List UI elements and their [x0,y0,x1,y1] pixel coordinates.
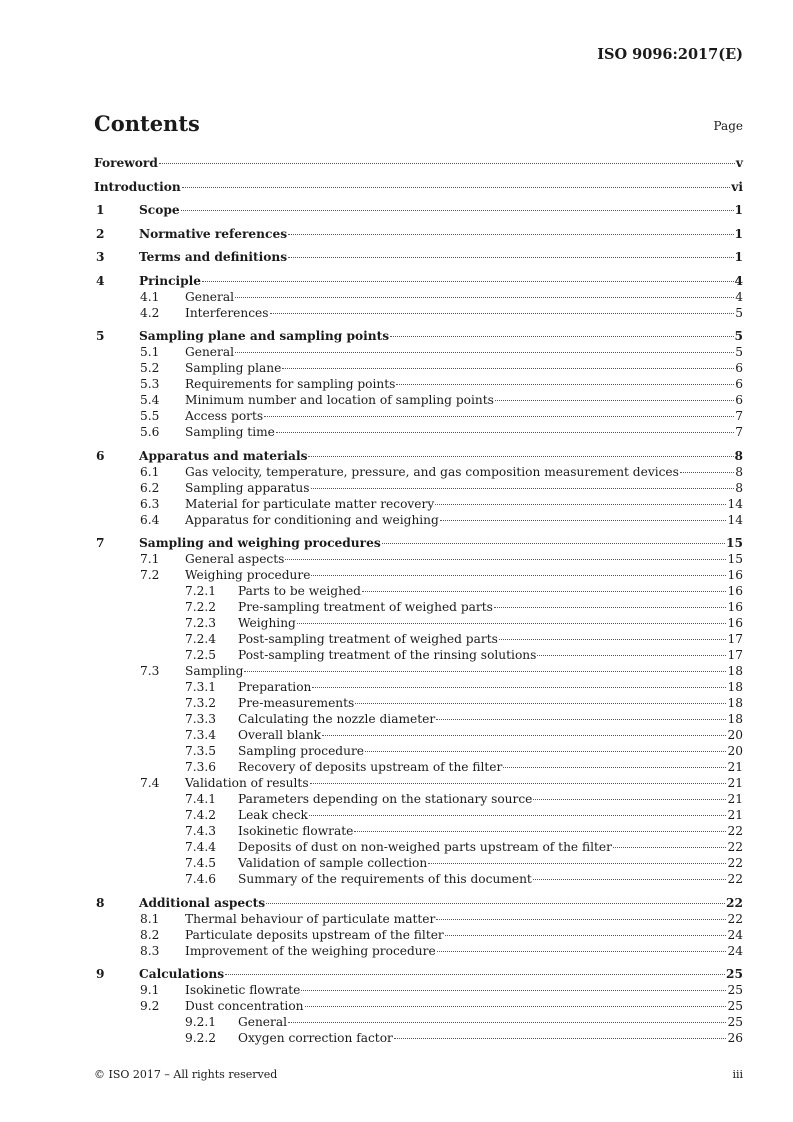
dot-leader [225,974,725,975]
toc-entry-page: 16 [727,584,743,598]
toc-entry-page: 20 [727,744,743,758]
toc-entry-title: Post-sampling treatment of the rinsing solutions [238,648,537,662]
toc-entry[interactable] [94,839,743,855]
dot-leader [288,257,733,258]
toc-entry-title: Calculations [139,967,225,981]
toc-entry[interactable] [94,448,743,464]
toc-entry-page: 6 [735,393,743,407]
toc-entry-number: 7.3.4 [185,728,217,742]
toc-entry-number: 7.1 [140,552,160,566]
toc-entry-page: 22 [727,872,743,886]
dot-leader [495,400,734,401]
toc-entry-number: 7.2.3 [185,616,217,630]
toc-entry-number: 8.1 [140,911,160,926]
toc-entry[interactable] [94,895,743,911]
toc-entry[interactable] [94,1014,743,1030]
toc-entry-page: 5 [735,345,743,359]
toc-entry-title: Introduction [94,179,181,194]
toc-entry-number: 6 [96,448,105,463]
dot-leader [288,1022,726,1023]
toc-entry-number: 7.2 [140,568,160,582]
toc-entry-title: Weighing [238,616,296,630]
toc-entry[interactable] [94,966,743,982]
dot-leader [494,607,727,608]
dot-leader [354,831,726,832]
toc-entry-page: 16 [727,600,743,614]
toc-entry-title: Interferences [185,305,269,320]
toc-entry[interactable] [94,727,743,743]
toc-entry-page: 17 [727,632,743,646]
toc-entry-title: Sampling plane and sampling points [139,329,390,343]
contents-title: Contents [94,111,200,136]
toc-entry[interactable] [94,998,743,1014]
toc-entry[interactable] [94,583,743,599]
toc-entry-page: 24 [727,943,743,958]
toc-entry[interactable] [94,328,743,344]
toc-entry-number: 7.3.2 [185,696,217,710]
dot-leader [266,903,725,904]
toc-entry-title: Apparatus and materials [139,448,308,463]
toc-entry-page: 14 [727,496,743,511]
dot-leader [182,187,730,188]
toc-entry-title: Sampling apparatus [185,480,310,495]
toc-entry[interactable] [94,226,743,242]
toc-entry-number: 7.3.5 [185,744,217,758]
table-of-contents [94,155,743,1046]
toc-entry-title: Isokinetic flowrate [238,824,354,838]
toc-entry-number: 5.6 [140,425,160,439]
toc-entry-title: Isokinetic flowrate [185,983,301,997]
toc-entry-number: 7.4 [140,776,160,790]
dot-leader [311,575,726,576]
toc-entry-number: 7.4.5 [185,856,217,870]
toc-entry-number: 7.4.1 [185,792,217,806]
toc-entry-title: Oxygen correction factor [238,1031,393,1045]
toc-entry-number: 5.3 [140,377,160,391]
dot-leader [533,879,727,880]
toc-entry-title: Thermal behaviour of particulate matter [185,911,436,926]
toc-entry-number: 7.3.1 [185,680,217,694]
dot-leader [288,234,733,235]
dot-leader [533,799,726,800]
toc-entry-number: 7.2.2 [185,600,217,614]
toc-entry-number: 7.3 [140,664,160,678]
toc-entry-page: 22 [727,824,743,838]
toc-entry[interactable] [94,512,743,528]
toc-entry-page: 17 [727,648,743,662]
toc-entry-title: Parts to be weighed [238,584,361,598]
toc-entry[interactable] [94,759,743,775]
toc-entry-title: Principle [139,273,202,288]
toc-entry-page: 21 [727,808,743,822]
toc-entry[interactable] [94,249,743,265]
dot-leader [322,735,726,736]
footer-copyright: © ISO 2017 – All rights reserved [94,1068,278,1081]
toc-entry[interactable] [94,943,743,959]
toc-entry-title: Post-sampling treatment of weighed parts [238,632,498,646]
dot-leader [235,297,734,298]
toc-entry-page: 8 [735,480,743,495]
toc-entry[interactable] [94,775,743,791]
toc-entry[interactable] [94,360,743,376]
toc-entry[interactable] [94,155,743,171]
toc-entry-page: 14 [727,512,743,527]
toc-entry-title: Pre-sampling treatment of weighed parts [238,600,493,614]
toc-entry-page: 8 [734,448,743,463]
toc-entry-title: Dust concentration [185,999,304,1013]
toc-entry-number: 8 [96,895,105,910]
toc-entry-title: Normative references [139,226,288,241]
dot-leader [428,863,726,864]
toc-entry-number: 6.1 [140,464,160,479]
toc-entry-page: 16 [727,616,743,630]
dot-leader [613,847,727,848]
toc-entry[interactable] [94,791,743,807]
toc-entry-number: 5.5 [140,409,160,423]
toc-entry[interactable] [94,551,743,567]
toc-entry-number: 7.4.4 [185,840,217,854]
toc-entry-number: 7.4.2 [185,808,217,822]
toc-entry[interactable] [94,679,743,695]
toc-entry[interactable] [94,344,743,360]
dot-leader [355,703,726,704]
dot-leader [499,639,727,640]
toc-entry-page: 21 [727,760,743,774]
toc-entry-number: 7.3.6 [185,760,217,774]
toc-entry[interactable] [94,927,743,943]
toc-entry-page: 7 [735,409,743,423]
toc-entry-title: Material for particulate matter recovery [185,496,435,511]
dot-leader [437,951,727,952]
toc-entry-number: 7.2.5 [185,648,217,662]
toc-entry[interactable] [94,663,743,679]
toc-entry-page: 25 [727,999,743,1013]
toc-entry-title: Overall blank [238,728,322,742]
toc-entry-number: 1 [96,203,105,217]
toc-entry-number: 7.2.4 [185,632,217,646]
toc-entry-page: 25 [727,1015,743,1029]
toc-entry-title: Minimum number and location of sampling points [185,393,494,407]
dot-leader [680,472,734,473]
toc-entry-page: 22 [727,840,743,854]
toc-entry[interactable] [94,647,743,663]
dot-leader [264,416,734,417]
toc-entry-number: 7 [96,536,105,550]
toc-entry-number: 8.2 [140,927,160,942]
toc-entry-page: 8 [735,464,743,479]
toc-entry-page: 24 [727,927,743,942]
dot-leader [362,591,727,592]
toc-entry-title: Additional aspects [139,895,266,910]
toc-entry-title: Parameters depending on the stationary source [238,792,533,806]
toc-entry-title: Sampling time [185,425,275,439]
dot-leader [311,488,735,489]
toc-entry-title: General [185,289,234,304]
toc-entry-page: 5 [734,329,743,343]
toc-entry-page: 4 [734,273,743,288]
toc-entry-number: 9.2.1 [185,1015,217,1029]
toc-entry-title: General [185,345,234,359]
toc-entry-title: Gas velocity, temperature, pressure, and gas composition measurement devices [185,464,679,479]
toc-entry-page: 22 [726,895,743,910]
toc-entry-title: Validation of results [185,776,309,790]
dot-leader [312,687,726,688]
toc-entry-page: 1 [734,203,743,217]
toc-entry-title: Foreword [94,156,158,170]
dot-leader [396,384,734,385]
dot-leader [301,990,726,991]
toc-entry-title: Leak check [238,808,308,822]
dot-leader [202,281,733,282]
toc-entry-page: 6 [735,361,743,375]
toc-entry-title: Sampling and weighing procedures [139,536,381,550]
toc-entry[interactable] [94,567,743,583]
toc-entry[interactable] [94,807,743,823]
toc-entry-title: Pre-measurements [238,696,355,710]
toc-entry[interactable] [94,496,743,512]
toc-entry[interactable] [94,273,743,289]
toc-entry-number: 4 [96,273,105,288]
dot-leader [309,815,727,816]
toc-entry-title: Validation of sample collection [238,856,428,870]
toc-entry-title: Recovery of deposits upstream of the filter [238,760,503,774]
toc-entry[interactable] [94,599,743,615]
dot-leader [503,767,726,768]
dot-leader [276,432,734,433]
toc-entry[interactable] [94,911,743,927]
toc-entry-page: 25 [726,967,743,981]
dot-leader [285,559,726,560]
toc-entry-page: 18 [727,696,743,710]
toc-entry-number: 5 [96,329,105,343]
toc-entry[interactable] [94,408,743,424]
toc-entry[interactable] [94,392,743,408]
toc-entry-page: 25 [727,983,743,997]
toc-entry-number: 9.1 [140,983,160,997]
toc-entry-page: vi [731,179,743,194]
toc-entry-page: 20 [727,728,743,742]
dot-leader [440,520,727,521]
toc-entry-title: General [238,1015,287,1029]
toc-entry-title: Summary of the requirements of this document [238,872,532,886]
toc-entry-title: Calculating the nozzle diameter [238,712,436,726]
dot-leader [394,1038,727,1039]
dot-leader [297,623,727,624]
toc-entry-page: 18 [727,680,743,694]
dot-leader [537,655,726,656]
toc-entry-number: 6.3 [140,496,160,511]
toc-entry[interactable] [94,615,743,631]
toc-entry-page: 26 [727,1031,743,1045]
toc-entry[interactable] [94,1030,743,1046]
dot-leader [445,935,727,936]
toc-entry-number: 5.2 [140,361,160,375]
toc-entry-title: Improvement of the weighing procedure [185,943,436,958]
page-column-label: Page [713,119,743,133]
toc-entry[interactable] [94,743,743,759]
dot-leader [159,163,735,164]
toc-entry-number: 5.1 [140,345,160,359]
toc-entry[interactable] [94,289,743,305]
toc-entry-page: 7 [735,425,743,439]
toc-entry-title: Sampling plane [185,361,282,375]
dot-leader [235,352,734,353]
toc-entry-title: Requirements for sampling points [185,377,396,391]
toc-entry-number: 9.2.2 [185,1031,217,1045]
toc-entry-number: 4.2 [140,305,160,320]
toc-entry[interactable] [94,631,743,647]
dot-leader [365,751,726,752]
toc-entry-number: 6.4 [140,512,160,527]
toc-entry[interactable] [94,202,743,218]
toc-entry-title: Weighing procedure [185,568,311,582]
toc-entry[interactable] [94,305,743,321]
dot-leader [382,543,725,544]
toc-entry-number: 6.2 [140,480,160,495]
toc-entry-page: 21 [727,776,743,790]
toc-entry-page: v [735,156,743,170]
toc-entry-number: 2 [96,226,105,241]
toc-entry-title: Deposits of dust on non-weighed parts upstream of the filter [238,840,612,854]
toc-entry-number: 3 [96,250,105,264]
dot-leader [244,671,726,672]
toc-entry[interactable] [94,535,743,551]
toc-entry[interactable] [94,179,743,195]
toc-entry-page: 1 [734,250,743,264]
dot-leader [436,719,726,720]
toc-entry-page: 6 [735,377,743,391]
document-id: ISO 9096:2017(E) [597,46,743,63]
toc-entry[interactable] [94,480,743,496]
dot-leader [436,919,726,920]
toc-entry-number: 7.3.3 [185,712,217,726]
toc-entry-page: 15 [727,552,743,566]
toc-entry-title: Apparatus for conditioning and weighing [185,512,439,527]
toc-entry-title: Sampling procedure [238,744,364,758]
toc-entry-title: Scope [139,203,180,217]
dot-leader [390,336,733,337]
toc-entry[interactable] [94,376,743,392]
toc-entry[interactable] [94,695,743,711]
toc-entry-page: 21 [727,792,743,806]
toc-entry-page: 18 [727,664,743,678]
toc-entry[interactable] [94,464,743,480]
toc-entry-page: 16 [727,568,743,582]
toc-entry-page: 18 [727,712,743,726]
toc-entry[interactable] [94,855,743,871]
toc-entry-page: 1 [734,226,743,241]
dot-leader [181,210,734,211]
dot-leader [305,1006,727,1007]
toc-entry-page: 22 [727,911,743,926]
footer-page-number: iii [732,1068,743,1081]
toc-entry-number: 9.2 [140,999,160,1013]
toc-entry-number: 7.4.3 [185,824,217,838]
dot-leader [282,368,734,369]
toc-entry-title: Particulate deposits upstream of the filter [185,927,444,942]
toc-entry-title: Access ports [185,409,264,423]
toc-entry-title: Terms and definitions [139,250,288,264]
dot-leader [308,456,733,457]
toc-entry[interactable] [94,424,743,440]
dot-leader [270,313,735,314]
toc-entry[interactable] [94,711,743,727]
toc-entry[interactable] [94,982,743,998]
toc-entry-number: 7.2.1 [185,584,217,598]
toc-entry-number: 4.1 [140,289,160,304]
toc-entry-number: 5.4 [140,393,160,407]
dot-leader [310,783,727,784]
toc-entry-title: Preparation [238,680,312,694]
toc-entry-page: 4 [735,289,743,304]
toc-entry-number: 7.4.6 [185,872,217,886]
toc-entry-title: General aspects [185,552,285,566]
toc-entry-page: 22 [727,856,743,870]
toc-entry-number: 9 [96,967,105,981]
toc-entry-title: Sampling [185,664,244,678]
toc-entry[interactable] [94,871,743,887]
dot-leader [435,504,726,505]
toc-entry-number: 8.3 [140,943,160,958]
toc-entry-page: 5 [735,305,743,320]
toc-entry[interactable] [94,823,743,839]
toc-entry-page: 15 [726,536,743,550]
